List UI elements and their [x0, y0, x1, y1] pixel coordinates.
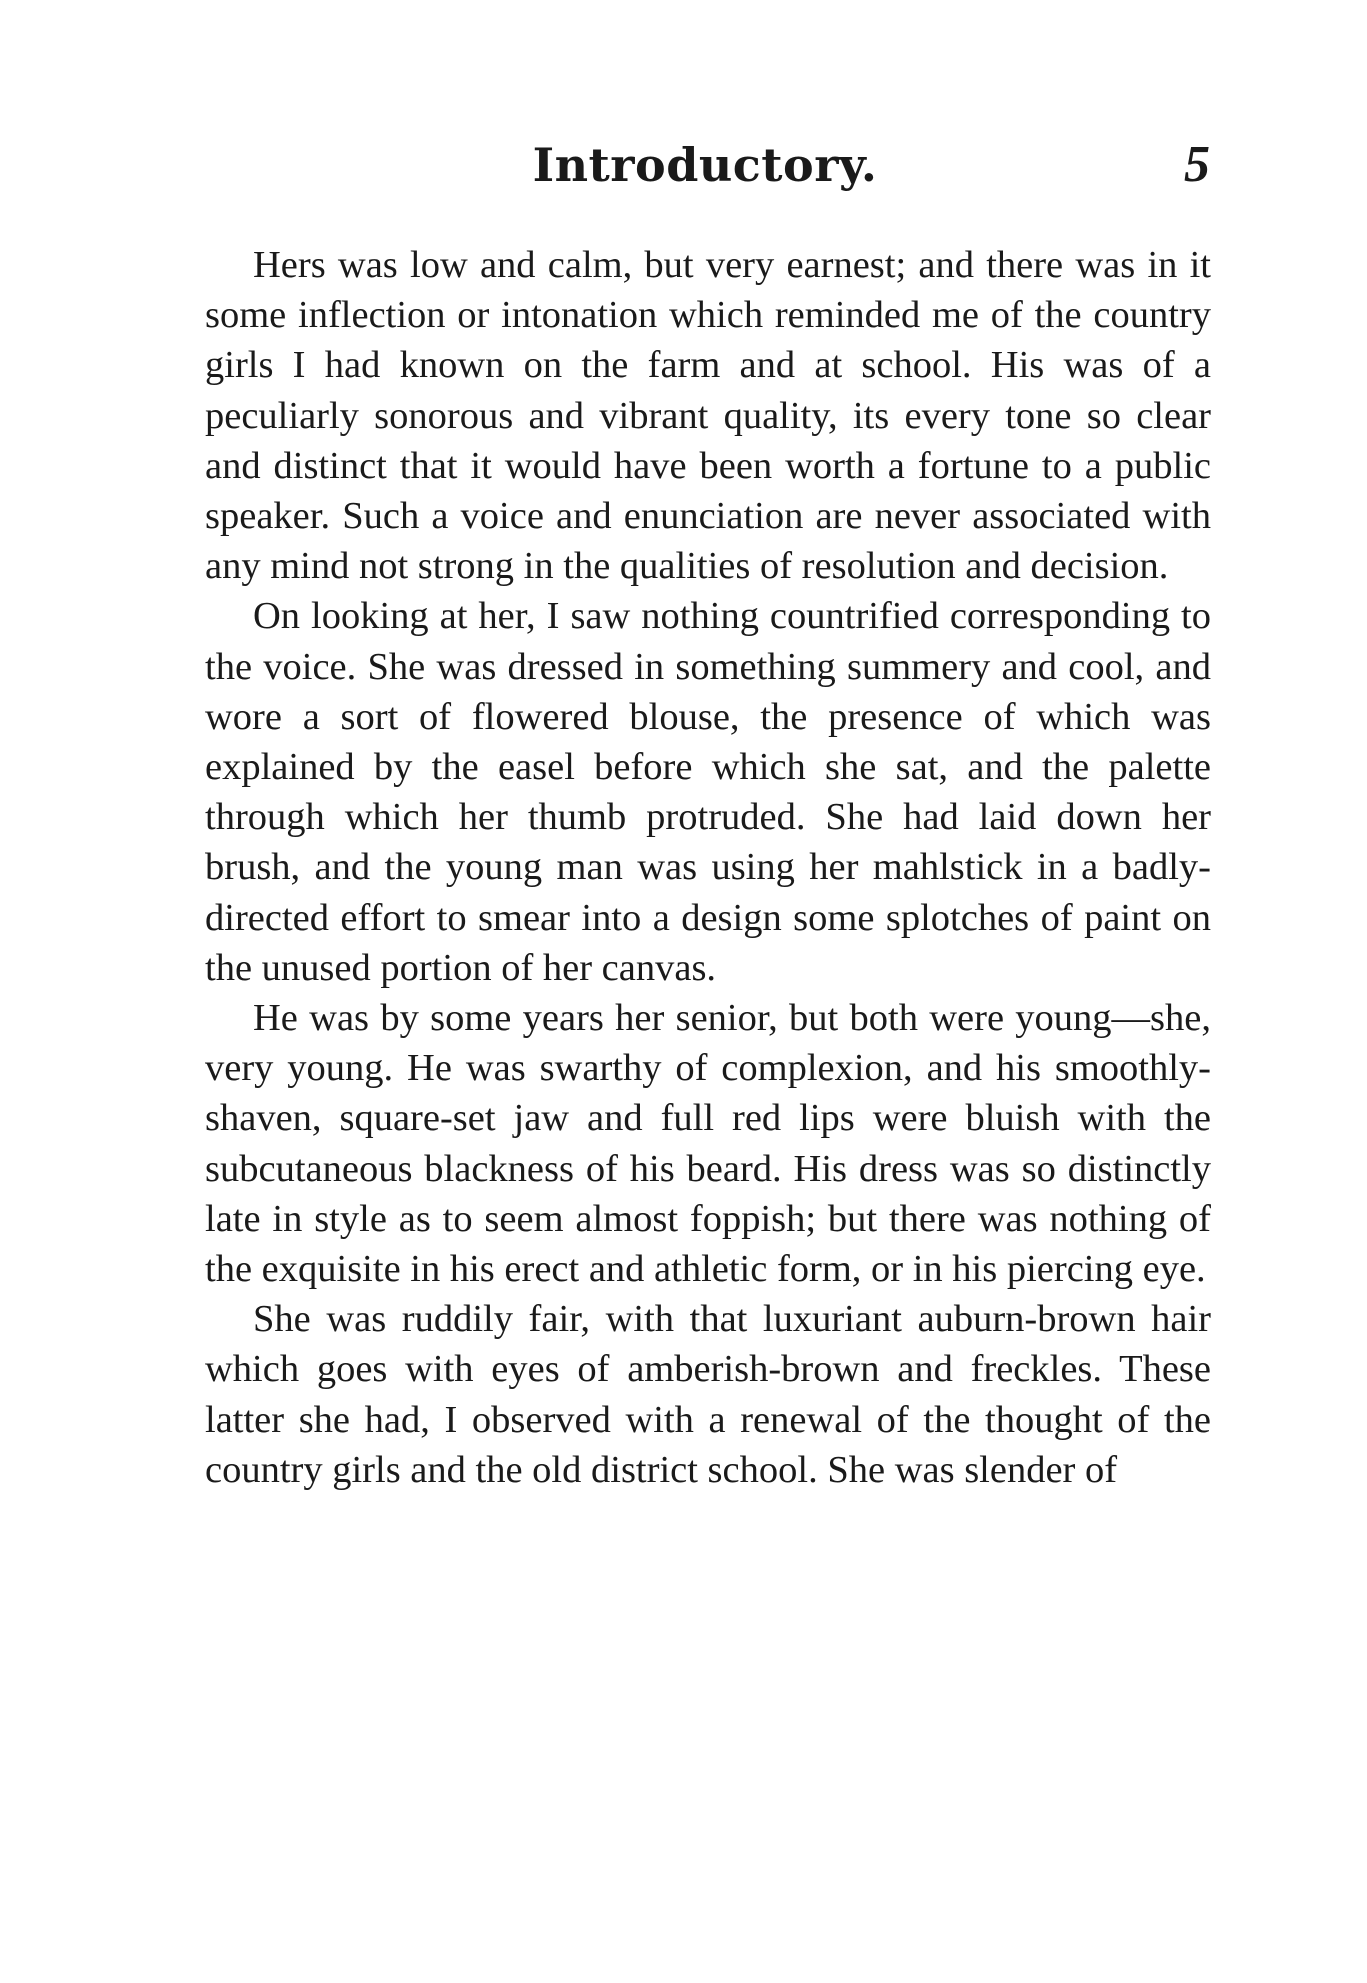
paragraph-3: He was by some years her senior, but both were young—she, very young. He was swarthy of complexion, and his smoothly-shaven, square-set jaw and full red lips were bluish with the subcutaneous blackness of his beard. His dress was so distinctly late in style as to seem almost foppish; but there was nothing of the exquisite in his erect and athletic form, or in his piercing eye. [205, 997, 1211, 1291]
paragraph-4: She was ruddily fair, with that luxuriant auburn-brown hair which goes with eyes of amberish-brown and freckles. These latter she had, I observed with a renewal of the thought of the country girls and the old district school. She was slender of [205, 1298, 1211, 1491]
paragraph-2: On looking at her, I saw nothing countrified corresponding to the voice. She was dressed in something summery and cool, and wore a sort of flowered blouse, the presence of which was explained by the easel before which she sat, and the palette through which her thumb protruded. She had laid down her brush, and the young man was using her mahlstick in a badly-directed effort to smear into a design some splotches of paint on the unused portion of her canvas. [205, 595, 1211, 989]
running-head [200, 135, 1210, 195]
page-number: 5 [1184, 136, 1210, 193]
paragraph-1: Hers was low and calm, but very earnest; and there was in it some inflection or intonation which reminded me of the country girls I had known on the farm and at school. His was of a peculiarly sonorous and vibrant quality, its every tone so clear and distinct that it would have been worth a fortune to a public speaker. Such a voice and enunciation are never associated with any mind not strong in the qualities of resolution and decision. [205, 244, 1211, 588]
chapter-title: Introductory. [532, 138, 878, 192]
body-text [205, 240, 1211, 1495]
